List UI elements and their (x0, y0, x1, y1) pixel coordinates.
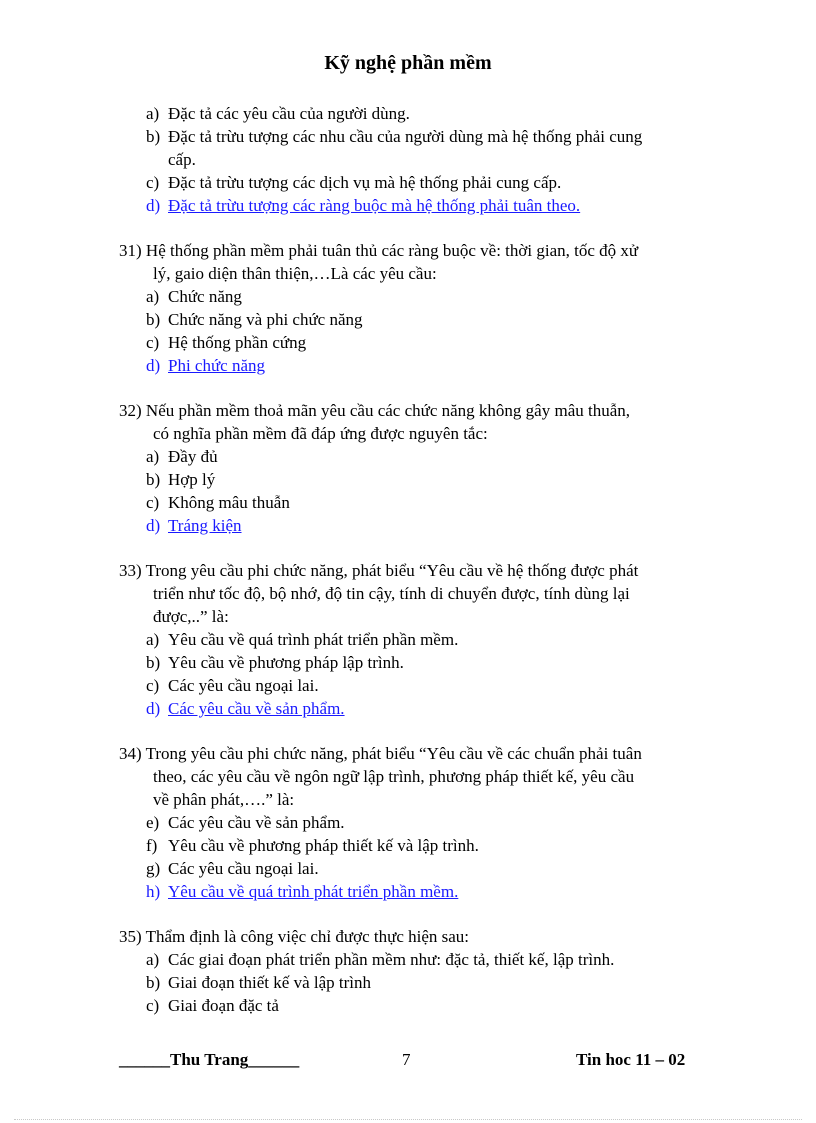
option-text: Yêu cầu về quá trình phát triển phần mềm. (168, 882, 459, 901)
correct-answer-option-d (146, 698, 345, 720)
answer-option-e (146, 812, 345, 834)
option-text: Đầy đủ (168, 447, 218, 466)
option-text: Các yêu cầu về sản phẩm. (168, 813, 345, 832)
option-label: c) (146, 676, 160, 695)
answer-option-c (146, 492, 290, 514)
option-text-continuation: cấp. (168, 150, 196, 169)
option-text: Chức năng (168, 287, 242, 306)
option-label: c) (146, 493, 160, 512)
option-label: g) (146, 859, 161, 878)
answer-option-c (146, 172, 561, 194)
correct-answer-option-h (146, 881, 458, 903)
answer-option-c (146, 332, 306, 354)
correct-answer-option-d (146, 355, 265, 377)
option-label: d) (146, 699, 161, 718)
option-text: Yêu cầu về quá trình phát triển phần mềm. (168, 630, 459, 649)
option-text: Hợp lý (168, 470, 216, 489)
option-text: Các giai đoạn phát triển phần mềm như: đặc tả, thiết kế, lập trình. (168, 950, 615, 969)
question-31-continuation: lý, gaio diện thân thiện,…Là các yêu cầu: (153, 264, 437, 283)
option-label: d) (146, 196, 161, 215)
answer-option-a (146, 629, 458, 651)
question-31: 31) Hệ thống phần mềm phải tuân thủ các ràng buộc về: thời gian, tốc độ xử (119, 241, 639, 260)
option-text: Giai đoạn đặc tả (168, 996, 279, 1015)
page-title: Kỹ nghệ phần mềm (324, 52, 492, 74)
option-label: b) (146, 310, 161, 329)
option-label: b) (146, 973, 161, 992)
answer-option-b (146, 126, 642, 148)
option-label: c) (146, 996, 160, 1015)
option-label: f) (146, 836, 158, 855)
option-text: Yêu cầu về phương pháp lập trình. (168, 653, 404, 672)
option-text: Giai đoạn thiết kế và lập trình (168, 973, 371, 992)
option-text: Hệ thống phần cứng (168, 333, 307, 352)
answer-option-f (146, 835, 479, 857)
correct-answer-option-d (146, 515, 242, 537)
footer-author: ______Thu Trang______ (119, 1050, 300, 1069)
option-text: Không mâu thuẫn (168, 493, 290, 512)
option-text: Các yêu cầu về sản phẩm. (168, 699, 345, 718)
option-label: a) (146, 104, 160, 123)
answer-option-b (146, 469, 215, 491)
option-label: d) (146, 356, 161, 375)
option-label: a) (146, 447, 160, 466)
answer-option-c (146, 995, 279, 1017)
answer-option-a (146, 446, 218, 468)
question-33: 33) Trong yêu cầu phi chức năng, phát biểu “Yêu cầu về hệ thống được phát (119, 561, 639, 580)
option-label: b) (146, 470, 161, 489)
question-32-continuation: có nghĩa phần mềm đã đáp ứng được nguyên tắc: (153, 424, 488, 443)
answer-option-a (146, 286, 242, 308)
option-label: b) (146, 127, 161, 146)
option-text: Đặc tả trừu tượng các dịch vụ mà hệ thống phải cung cấp. (168, 173, 562, 192)
page-bottom-divider (14, 1119, 802, 1120)
question-33-continuation: triển như tốc độ, bộ nhớ, độ tin cậy, tính di chuyển được, tính dùng lại (153, 584, 630, 603)
answer-option-a (146, 949, 614, 971)
option-label: e) (146, 813, 160, 832)
option-text: Tráng kiện (168, 516, 242, 535)
option-label: a) (146, 287, 160, 306)
question-34: 34) Trong yêu cầu phi chức năng, phát biểu “Yêu cầu về các chuẩn phải tuân (119, 744, 642, 763)
option-label: a) (146, 630, 160, 649)
option-text: Các yêu cầu ngoại lai. (168, 676, 319, 695)
option-text: Chức năng và phi chức năng (168, 310, 363, 329)
question-33-continuation: được,..” là: (153, 607, 229, 626)
answer-option-b (146, 972, 371, 994)
answer-option-b (146, 309, 363, 331)
option-text: Phi chức năng (168, 356, 266, 375)
option-label: c) (146, 333, 160, 352)
option-text: Đặc tả trừu tượng các ràng buộc mà hệ thống phải tuân theo. (168, 196, 581, 215)
option-text: Đặc tả trừu tượng các nhu cầu của người dùng mà hệ thống phải cung (168, 127, 643, 146)
option-label: a) (146, 950, 160, 969)
option-label: c) (146, 173, 160, 192)
option-label: d) (146, 516, 161, 535)
page-number: 7 (402, 1050, 411, 1069)
answer-option-b (146, 652, 404, 674)
answer-option-a (146, 103, 410, 125)
question-34-continuation: về phân phát,….” là: (153, 790, 295, 809)
answer-option-c (146, 675, 319, 697)
question-34-continuation: theo, các yêu cầu về ngôn ngữ lập trình, phương pháp thiết kế, yêu cầu (153, 767, 635, 786)
option-text: Yêu cầu về phương pháp thiết kế và lập trình. (168, 836, 479, 855)
option-text: Các yêu cầu ngoại lai. (168, 859, 319, 878)
question-35: 35) Thẩm định là công việc chỉ được thực hiện sau: (119, 927, 470, 946)
option-label: b) (146, 653, 161, 672)
footer-course: Tin hoc 11 – 02 (576, 1050, 686, 1069)
answer-option-g (146, 858, 319, 880)
question-32: 32) Nếu phần mềm thoả mãn yêu cầu các chức năng không gây mâu thuẫn, (119, 401, 631, 420)
option-label: h) (146, 882, 161, 901)
correct-answer-option-d (146, 195, 580, 217)
option-text: Đặc tả các yêu cầu của người dùng. (168, 104, 410, 123)
